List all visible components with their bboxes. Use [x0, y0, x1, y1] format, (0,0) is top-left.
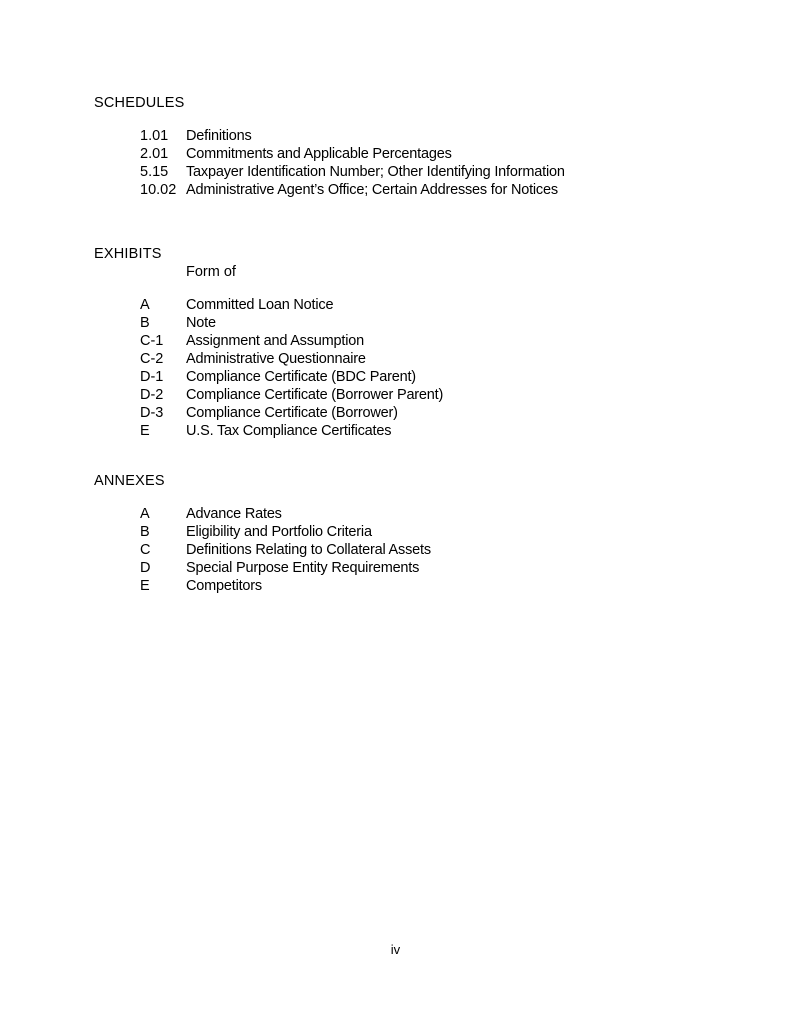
item-code: C: [140, 542, 151, 558]
schedules-heading: SCHEDULES: [94, 95, 185, 111]
item-code: A: [140, 297, 150, 313]
list-item: [140, 386, 443, 404]
list-item: [140, 314, 443, 332]
item-code: B: [140, 315, 150, 331]
list-item: [140, 145, 565, 163]
item-title: Committed Loan Notice: [186, 297, 334, 313]
item-title: Compliance Certificate (Borrower Parent): [186, 387, 444, 403]
item-code: D-2: [140, 387, 164, 403]
item-code: E: [140, 423, 150, 439]
item-code: C-1: [140, 333, 164, 349]
item-title: Note: [186, 315, 216, 331]
item-code: D-3: [140, 405, 164, 421]
item-code: E: [140, 578, 150, 594]
item-code: 2.01: [140, 146, 169, 162]
item-title: Special Purpose Entity Requirements: [186, 560, 420, 576]
item-title: Definitions Relating to Collateral Assets: [186, 542, 431, 558]
item-title: U.S. Tax Compliance Certificates: [186, 423, 392, 439]
item-code: 5.15: [140, 164, 169, 180]
item-title: Competitors: [186, 578, 262, 594]
exhibits-list: [140, 296, 443, 440]
item-title: Assignment and Assumption: [186, 333, 364, 349]
annexes-heading: ANNEXES: [94, 473, 165, 489]
item-title: Definitions: [186, 128, 252, 144]
item-code: B: [140, 524, 150, 540]
list-item: [140, 422, 443, 440]
list-item: [140, 296, 443, 314]
exhibits-heading: EXHIBITS: [94, 246, 162, 262]
item-code: 10.02: [140, 182, 177, 198]
list-item: [140, 505, 431, 523]
item-title: Eligibility and Portfolio Criteria: [186, 524, 372, 540]
item-code: D: [140, 560, 151, 576]
item-title: Administrative Questionnaire: [186, 351, 366, 367]
list-item: [140, 332, 443, 350]
list-item: [140, 541, 431, 559]
item-title: Administrative Agent’s Office; Certain Addresses for Notices: [186, 182, 558, 198]
list-item: [140, 163, 565, 181]
item-code: A: [140, 506, 150, 522]
item-code: D-1: [140, 369, 164, 385]
item-title: Taxpayer Identification Number; Other Identifying Information: [186, 164, 565, 180]
list-item: [140, 350, 443, 368]
list-item: [140, 127, 565, 145]
annexes-list: [140, 505, 431, 595]
list-item: [140, 559, 431, 577]
item-title: Compliance Certificate (BDC Parent): [186, 369, 416, 385]
item-code: 1.01: [140, 128, 169, 144]
schedules-list: [140, 127, 565, 199]
item-code: C-2: [140, 351, 164, 367]
page-number: iv: [390, 942, 401, 957]
exhibits-subheading: Form of: [186, 264, 236, 280]
list-item: [140, 577, 431, 595]
list-item: [140, 523, 431, 541]
item-title: Compliance Certificate (Borrower): [186, 405, 398, 421]
item-title: Advance Rates: [186, 506, 282, 522]
list-item: [140, 181, 565, 199]
item-title: Commitments and Applicable Percentages: [186, 146, 452, 162]
list-item: [140, 404, 443, 422]
list-item: [140, 368, 443, 386]
